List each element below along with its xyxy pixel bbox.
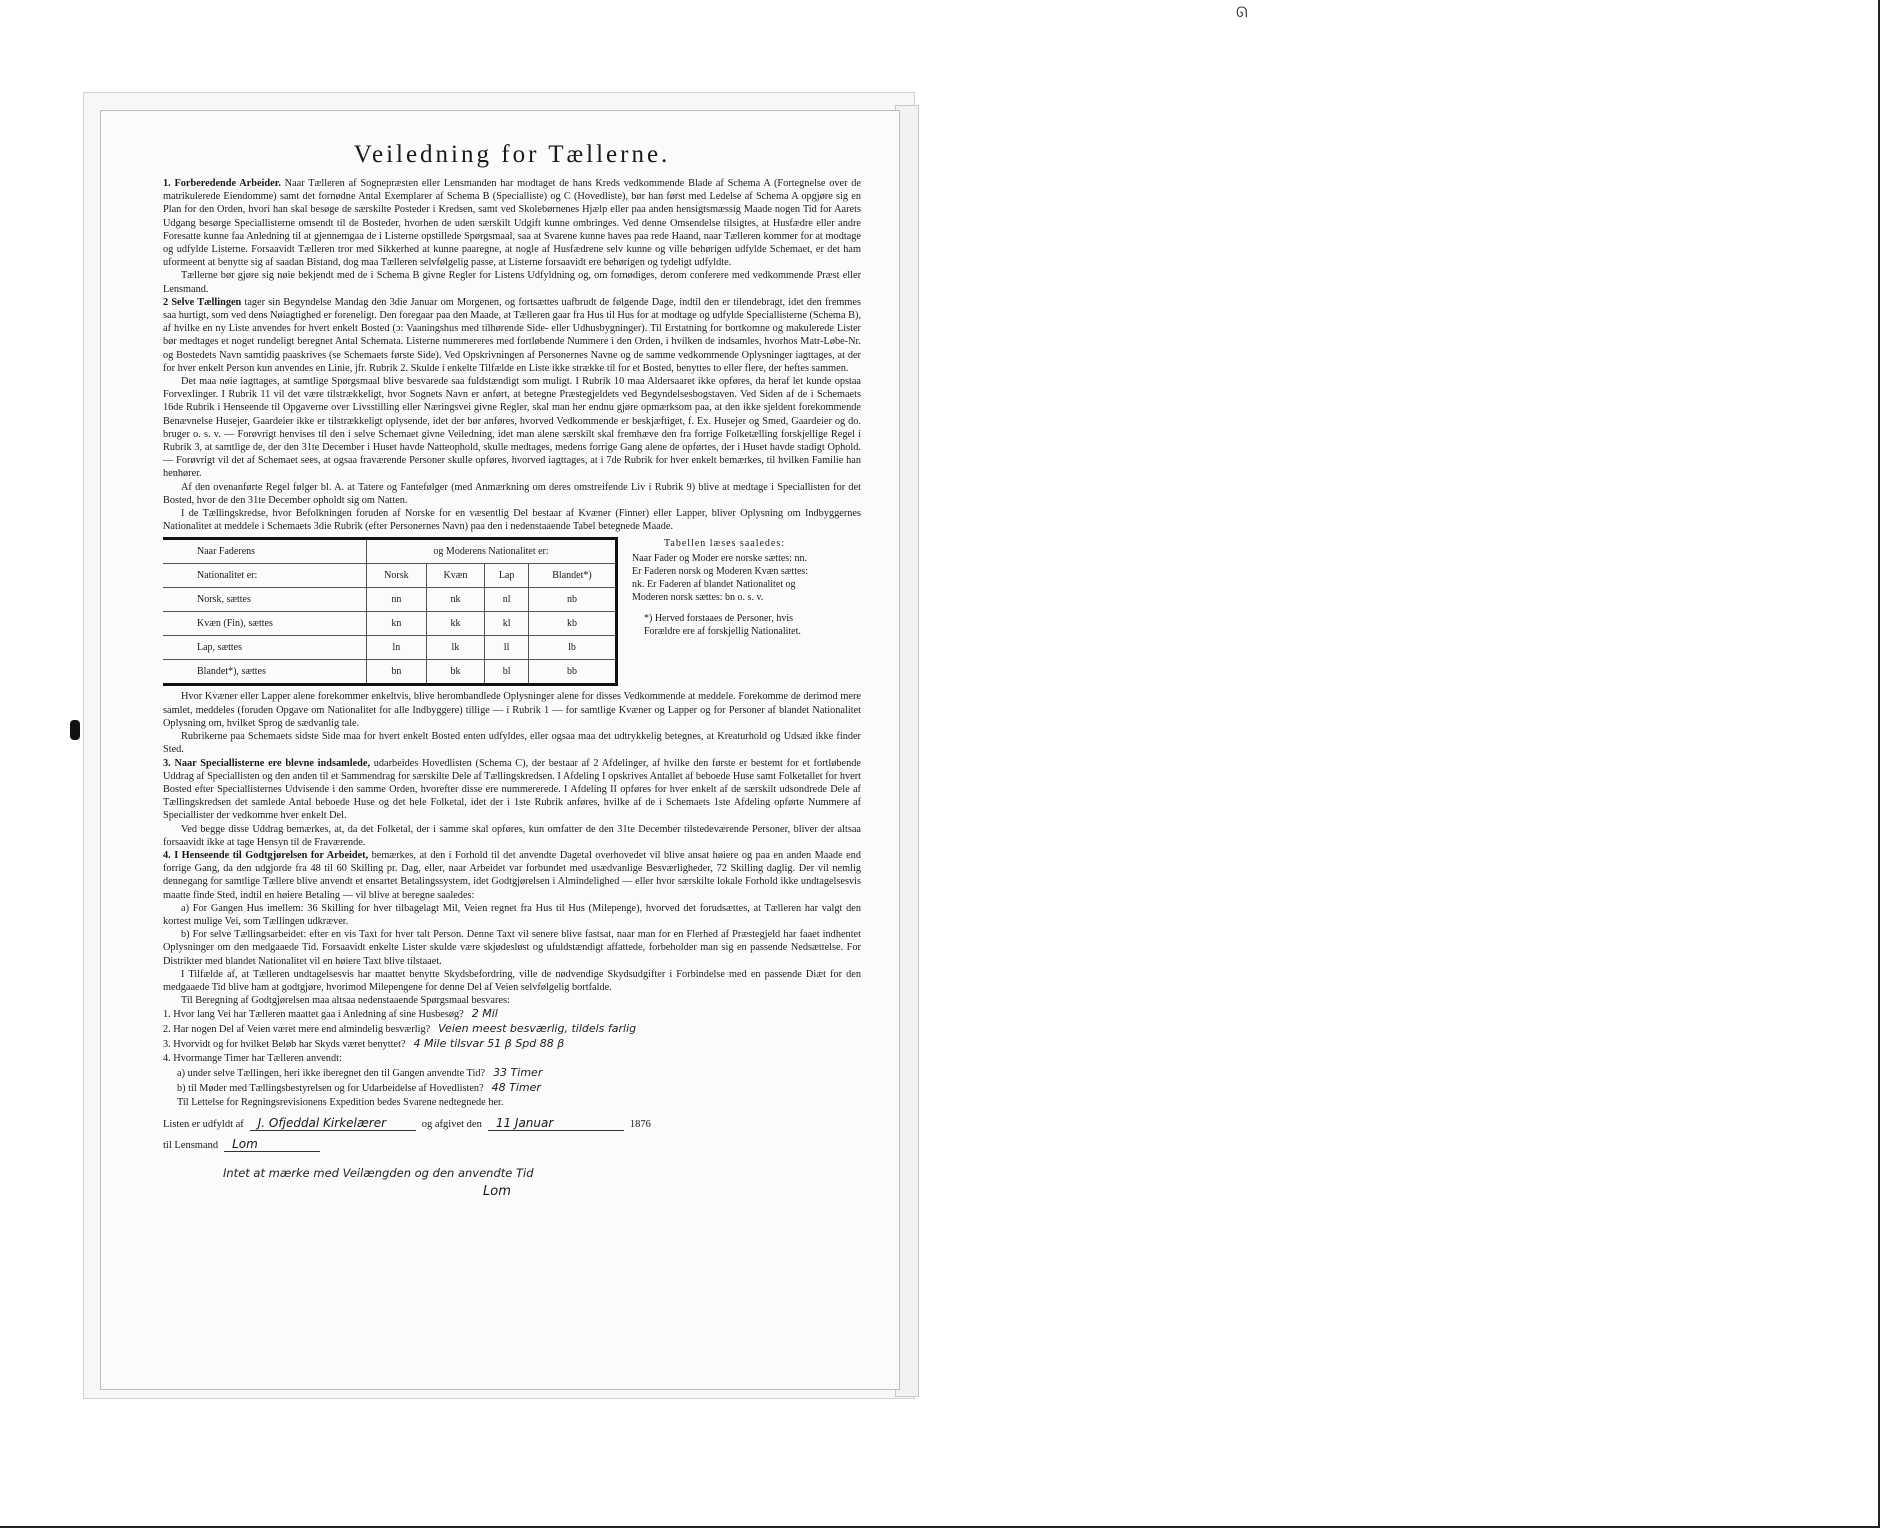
table-header-row [163, 539, 617, 564]
paragraph-6 [163, 507, 861, 533]
table-cell: nl [485, 588, 529, 612]
question-row [163, 1007, 861, 1022]
section-heading: 2 Selve Tællingen [163, 296, 242, 308]
paragraph-14 [163, 968, 861, 994]
table-cell: bk [426, 660, 485, 685]
paragraph-text: Det maa nøie iagttages, at samtlige Spørgsmaal blive besvarede saa fuldstændigt som muligt. I Rubrik 10 maa Aldersaaret ikke opføres, da heraf let kunde opstaa Forvexlinger. I Rubrik 11 vil det være tilstrækkeligt, hvor Sognets Navn er anført, at betegne Præstegjeldets ved Begyndelsesbogstaven. Ved Siden af de i Schemaets 16de Rubrik i Henseende til Opgaverne over Livsstilling eller Næringsvei givne Regler, skal man her endnu gjøre opmærksom paa, at den ikke sjeldent forekommende Benævnelse Husejer, Gaardeier ikke er tilstrækkeligt oplysende, idet der bør anføres, hvorved Vedkommende er beskjæftiget, f. Ex. Husejer og Smed, Gaardeier og do. bruger o. s. v. — Forøvrigt henvises til den i selve Schemaet givne Veiledning, idet man alene særskilt skal fremhæve den fra forrige Folketælling forskjellige Regel i Rubrik 3, at samtlige de, der den 31te December i Huset havde Natteophold, skulle medtages, medens forrige Gang alene de opførtes, der i Huset havde stadigt Ophold. — Forøvrigt vil det af Schemaet sees, at ogsaa fraværende Personer skulle opføres, hvorved iagttages, at i 7de Rubrik for hver enkelt bemærkes, til hvilken Familie han henhører. [163, 376, 861, 480]
table-header-cell: Naar Faderens [163, 539, 367, 564]
paragraph-text: Ved begge disse Uddrag bemærkes, at, da det Folketal, der i samme skal opføres, kun omfatter de den 31te December tilstedeværende Personer, bliver der altsaa forsaavidt ikke at tage Hensyn til de Fraværende. [163, 823, 861, 848]
table-header-row [163, 564, 617, 588]
handwritten-answer: 2 Mil [471, 1007, 498, 1021]
handwritten-answer: 4 Mile tilsvar 51 β Spd 88 β [413, 1037, 565, 1051]
table-col-header: Lap [485, 564, 529, 588]
section-heading: 1. Forberedende Arbeider. [163, 178, 281, 189]
row-label: Norsk, sættes [163, 588, 367, 612]
paragraph-text: Tællerne bør gjøre sig nøie bekjendt med de i Schema B givne Regler for Listens Udfyldning og, om fornødiges, derom conferere med vedkommende Præst eller Lensmand. [163, 270, 861, 295]
table-cell: nb [528, 588, 616, 612]
paragraph-1 [163, 177, 861, 269]
paragraph-7 [163, 690, 861, 730]
handwritten-signature: Lom [483, 1184, 511, 1200]
table-col-header: Blandet*) [528, 564, 616, 588]
side-note-text: Naar Fader og Moder ere norske sættes: nn. Er Faderen norsk og Moderen Kvæn sættes: nk. Er Faderen af blandet Nationalitet og Moderen norsk sættes: bn o. s. v. [632, 553, 809, 604]
lensmand-label: til Lensmand [163, 1140, 219, 1152]
paragraph-4 [163, 375, 861, 481]
paragraph-8 [163, 730, 861, 756]
question-text: a) under selve Tællingen, heri ikke iberegnet den til Gangen anvendte Tid? [177, 1068, 486, 1080]
table-cell: lk [426, 636, 485, 660]
question-text: 3. Hvorvidt og for hvilket Beløb har Skyds været benyttet? [163, 1039, 406, 1051]
table-side-note [632, 537, 817, 686]
table-header-cell: Nationalitet er: [163, 564, 367, 588]
side-note-footnote: *) Herved forstaaes de Personer, hvis Forældre ere af forskjellig Nationalitet. [644, 613, 801, 638]
table-cell: nk [426, 588, 485, 612]
filled-by-name: J. Ofjeddal Kirkelærer [250, 1116, 416, 1131]
paragraph-text: a) For Gangen Hus imellem: 36 Skilling for hver tilbagelagt Mil, Veien regnet fra Hus til Hus (Milepenge), hvorved det forudsættes, at Tælleren har valgt den kortest mulige Vei, som Tællingen udkræver. [163, 902, 861, 927]
handwritten-answer: 33 Timer [493, 1066, 543, 1080]
paragraph-text: udarbeides Hovedlisten (Schema C), der bestaar af 2 Afdelinger, af hvilke den første er bestemt for et fortløbende Uddrag af Speciallisten og den anden til et Sammendrag for særskilte Dele af Tællingskredsen. I Afdeling I opskrives Antallet af beboede Huse samt Folketallet for hvert Bosted efter Speciallisternes Udvisende i den samme Orden, hvorefter disse ere nummererede. I Afdeling II opføres for hver enkelt af de særskilt udsondrede Dele af Tællingskredsen det samlede Antal beboede Huse og det hele Folketal, idet der i 1ste Rubrik anføres, hvilke af de i Schemaets 1ste Afdeling opførte Nummere af Speciallister der vedkomme hver enkelt Del. [163, 757, 861, 822]
paragraph-13 [163, 928, 861, 968]
document-page [100, 110, 900, 1390]
section-heading: 4. I Henseende til Godtgjørelsen for Arbeidet, [163, 849, 369, 861]
question-row [163, 1096, 861, 1110]
body-section-1 [163, 177, 861, 533]
binding-hole [70, 720, 80, 740]
table-cell: lb [528, 636, 616, 660]
handwritten-note: Intet at mærke med Veilængden og den anvendte Tid [223, 1166, 534, 1181]
delivered-label: og afgivet den [421, 1119, 482, 1131]
table-col-header: Kvæn [426, 564, 485, 588]
paragraph-text: Til Beregning af Godtgjørelsen maa altsaa nedenstaaende Spørgsmaal besvares: [181, 995, 510, 1007]
table-row [163, 636, 617, 660]
page-title: Veiledning for Tællerne. [353, 141, 671, 168]
handwritten-answer: 48 Timer [491, 1081, 541, 1095]
paragraph-2 [163, 269, 861, 295]
question-text: b) til Møder med Tællingsbestyrelsen og for Udarbeidelse af Hovedlisten? [177, 1083, 484, 1095]
table-group-header: og Moderens Nationalitet er: [367, 539, 617, 564]
table-row [163, 588, 617, 612]
paragraph-text: Af den ovenanførte Regel følger bl. A. at Tatere og Fantefølger (med Anmærkning om deres omstreifende Liv i Rubrik 9) blive at medtage i Speciallisten for det Bosted, hvor de den 31te December opholdt sig om Natten. [163, 481, 861, 506]
paragraph-10 [163, 823, 861, 849]
question-text: Til Lettelse for Regningsrevisionens Expedition bedes Svarene nedtegnede her. [177, 1097, 504, 1109]
question-row [163, 1066, 861, 1081]
filled-by-line [163, 1116, 861, 1131]
question-text: 4. Hvormange Timer har Tælleren anvendt: [163, 1053, 342, 1065]
question-text: 2. Har nogen Del af Veien været mere end almindelig besværlig? [163, 1024, 431, 1036]
paragraph-11 [163, 849, 861, 902]
question-row [163, 1022, 861, 1037]
paragraph-5 [163, 481, 861, 507]
row-label: Kvæn (Fin), sættes [163, 612, 367, 636]
paragraph-text: I de Tællingskredse, hvor Befolkningen foruden af Norske for en væsentlig Del bestaar af Kvæner (Finner) eller Lapper, bliver Oplysning om Indbyggernes Nationalitet at meddele i Schemaets 3die Rubrik (efter Personernes Navn) paa den i nedenstaaende Tabel betegnede Maade. [163, 508, 861, 533]
handwritten-answer: Veien meest besværlig, tildels farlig [438, 1022, 637, 1036]
table-cell: bl [485, 660, 529, 685]
nationality-table [163, 537, 618, 686]
question-text: 1. Hvor lang Vei har Tælleren maattet gaa i Anledning af sine Husbesøg? [163, 1009, 464, 1021]
corner-mark: ᘏ [1236, 6, 1248, 21]
delivered-date: 11 Januar [488, 1116, 624, 1131]
nationality-table-block [163, 537, 861, 686]
paragraph-text: bemærkes, at den i Forhold til det anvendte Dagetal overhovedet vil blive ansat høiere og paa en anden Maade end forrige Gang, da den udgjorde fra 48 til 60 Skilling pr. Dag, eller, naar Arbeidet var forbundet med usædvanlige Besværligheder, 72 Skilling daglig. Der vil nemlig dennegang for samtlige Tællere blive anvendt et ensartet Betalingssystem, idet Godtgjørelsen i Almindelighed — eller hvor særskilte lokale Forhold ikke undtagelsesvis maatte finde Sted, indtil en høiere Betaling — vil blive at beregne saaledes: [163, 849, 861, 901]
section-heading: 3. Naar Speciallisterne ere blevne indsamlede, [163, 757, 371, 769]
paragraph-text: tager sin Begyndelse Mandag den 3die Januar om Morgenen, og fortsættes uafbrudt de følgende Dage, indtil den er tilendebragt, idet den fremmes saa hurtigt, som ved dens Nøiagtighed er foreneligt. Den foregaar paa den Maade, at Tælleren gaar fra Hus til Hus for at modtage og udfylde Speciallisterne (Schema B), af hvilke en ny Liste anvendes for hvert enkelt Bosted (ɔ: Vaaningshus med tilhørende Side- eller Udhusbygninger). Til Erstatning for bortkomne og makulerede Lister bør medtages et noget rundeligt beregnet Antal Schemata. Listerne nummereres med fortløbende Nummere i den Orden, i hvilken de indsamles, hvorhos Matr-Løbe-Nr. og Bostedets Navn samtidig paaskrives (se Schemaets første Side). Ved Opskrivningen af Personernes Navne og de samme vedkommende Oplysninger iagttages, at der for hver enkelt Person kun anvendes en Linie, jfr. Rubrik 2. Skulde i enkelte Tilfælde en Liste ikke strække til for et Bosted, benyttes to eller flere, der heftes sammen. [163, 296, 862, 374]
table-row [163, 660, 617, 685]
question-row [163, 1081, 861, 1096]
table-cell: kn [367, 612, 427, 636]
row-label: Lap, sættes [163, 636, 367, 660]
table-cell: bn [367, 660, 427, 685]
paragraph-text: Hvor Kvæner eller Lapper alene forekommer enkeltvis, blive herombandlede Oplysninger alene for disses Vedkommende at meddele. Forekomme de derimod mere samlet, meddeles (foruden Opgave om Nationalitet for alle Indbyggere) tillige — i Rubrik 1 — for samtlige Kvæner og Lapper og for Personer af blandet Nationalitet Oplysning om, hvilket Sprog de sædvanlig tale. [163, 691, 861, 729]
paragraph-text: I Tilfælde af, at Tælleren undtagelsesvis har maattet benytte Skydsbefordring, ville de nødvendige Skydsudgifter i Forbindelse med en passende Diæt for den medgaaede Tid blive ham at godtgjøre, hvorimod Milepengene for denne Del af Veien selvfølgelig bortfalde. [163, 968, 861, 993]
paragraph-9 [163, 757, 861, 823]
table-cell: kl [485, 612, 529, 636]
lensmand-line [163, 1137, 861, 1152]
table-cell: kk [426, 612, 485, 636]
lensmand-name: Lom [224, 1137, 320, 1152]
question-row [163, 1037, 861, 1052]
table-row [163, 612, 617, 636]
question-row [163, 1052, 861, 1066]
table-cell: ln [367, 636, 427, 660]
year: 1876 [629, 1119, 651, 1131]
table-cell: nn [367, 588, 427, 612]
paragraph-text: b) For selve Tællingsarbeidet: efter en vis Taxt for hver talt Person. Denne Taxt vil senere blive fastsat, naar man for en Flerhed af Præstegjeld har faaet indhentet Oplysninger om den medgaaede Tid. Forsaavidt enkelte Lister skulde være skjødesløst og ufuldstændigt affattede, forbeholder man sig en passende Nedsættelse. For Distrikter med blandet Nationalitet vil en høiere Taxt blive tilstaaet. [163, 929, 861, 967]
row-label: Blandet*), sættes [163, 660, 367, 685]
paragraph-text: Naar Tælleren af Sognepræsten eller Lensmanden har modtaget de hans Kreds vedkommende Blade af Schema A (Fortegnelse over de matrikulerede Eiendomme) samt det fornødne Antal Exemplarer af Schema B (Specialliste) og C (Hovedliste), bør han først med Ledelse af Schema A opgjøre sig en Plan for den Orden, hvori han skal besøge de særskilte Posteder i Kredsen, samt ved Skolebørnenes Hjælp eller paa anden hensigtsmæssig Maade nogen Tid for Aarets Udgang besørge Speciallisterne omsendt til de Bosteder, hvorhen de uden særskilt Udgift kunne ombringes. Ved denne Omsendelse tilsigtes, at Husfædre eller andre Foresatte kunne faa Anledning til at gjennemgaa de i Listerne opstillede Spørgsmaal, saa at Svarene kunne haves paa rede Haand, naar Tælleren kommer for at modtage og udfylde Listerne. Forsaavidt Tælleren tror med Sikkerhed at kunne paaregne, at nogle af Husfædrene selv kunne og ville behørigen udfylde Schemaet, er det ham uformeent at benytte sig af saadan Bistand, dog maa Tælleren selvfølgelig passe, at Listerne forsaavidt ere behørigen og tydeligt udfyldte. [163, 178, 861, 269]
body-section-2 [163, 690, 861, 1007]
paragraph-text: Rubrikerne paa Schemaets sidste Side maa for hvert enkelt Bosted enten udfyldes, eller ogsaa maa det udtrykkelig betegnes, at Kreaturhold og Udsæd ikke finder Sted. [163, 731, 861, 756]
table-col-header: Norsk [367, 564, 427, 588]
questions-block [163, 1007, 861, 1110]
table-cell: bb [528, 660, 616, 685]
paragraph-3 [163, 296, 861, 375]
table-cell: ll [485, 636, 529, 660]
table-cell: kb [528, 612, 616, 636]
paragraph-15 [163, 994, 861, 1007]
paragraph-12 [163, 902, 861, 928]
side-note-heading: Tabellen læses saaledes: [663, 538, 786, 550]
filled-by-label: Listen er udfyldt af [163, 1119, 244, 1131]
